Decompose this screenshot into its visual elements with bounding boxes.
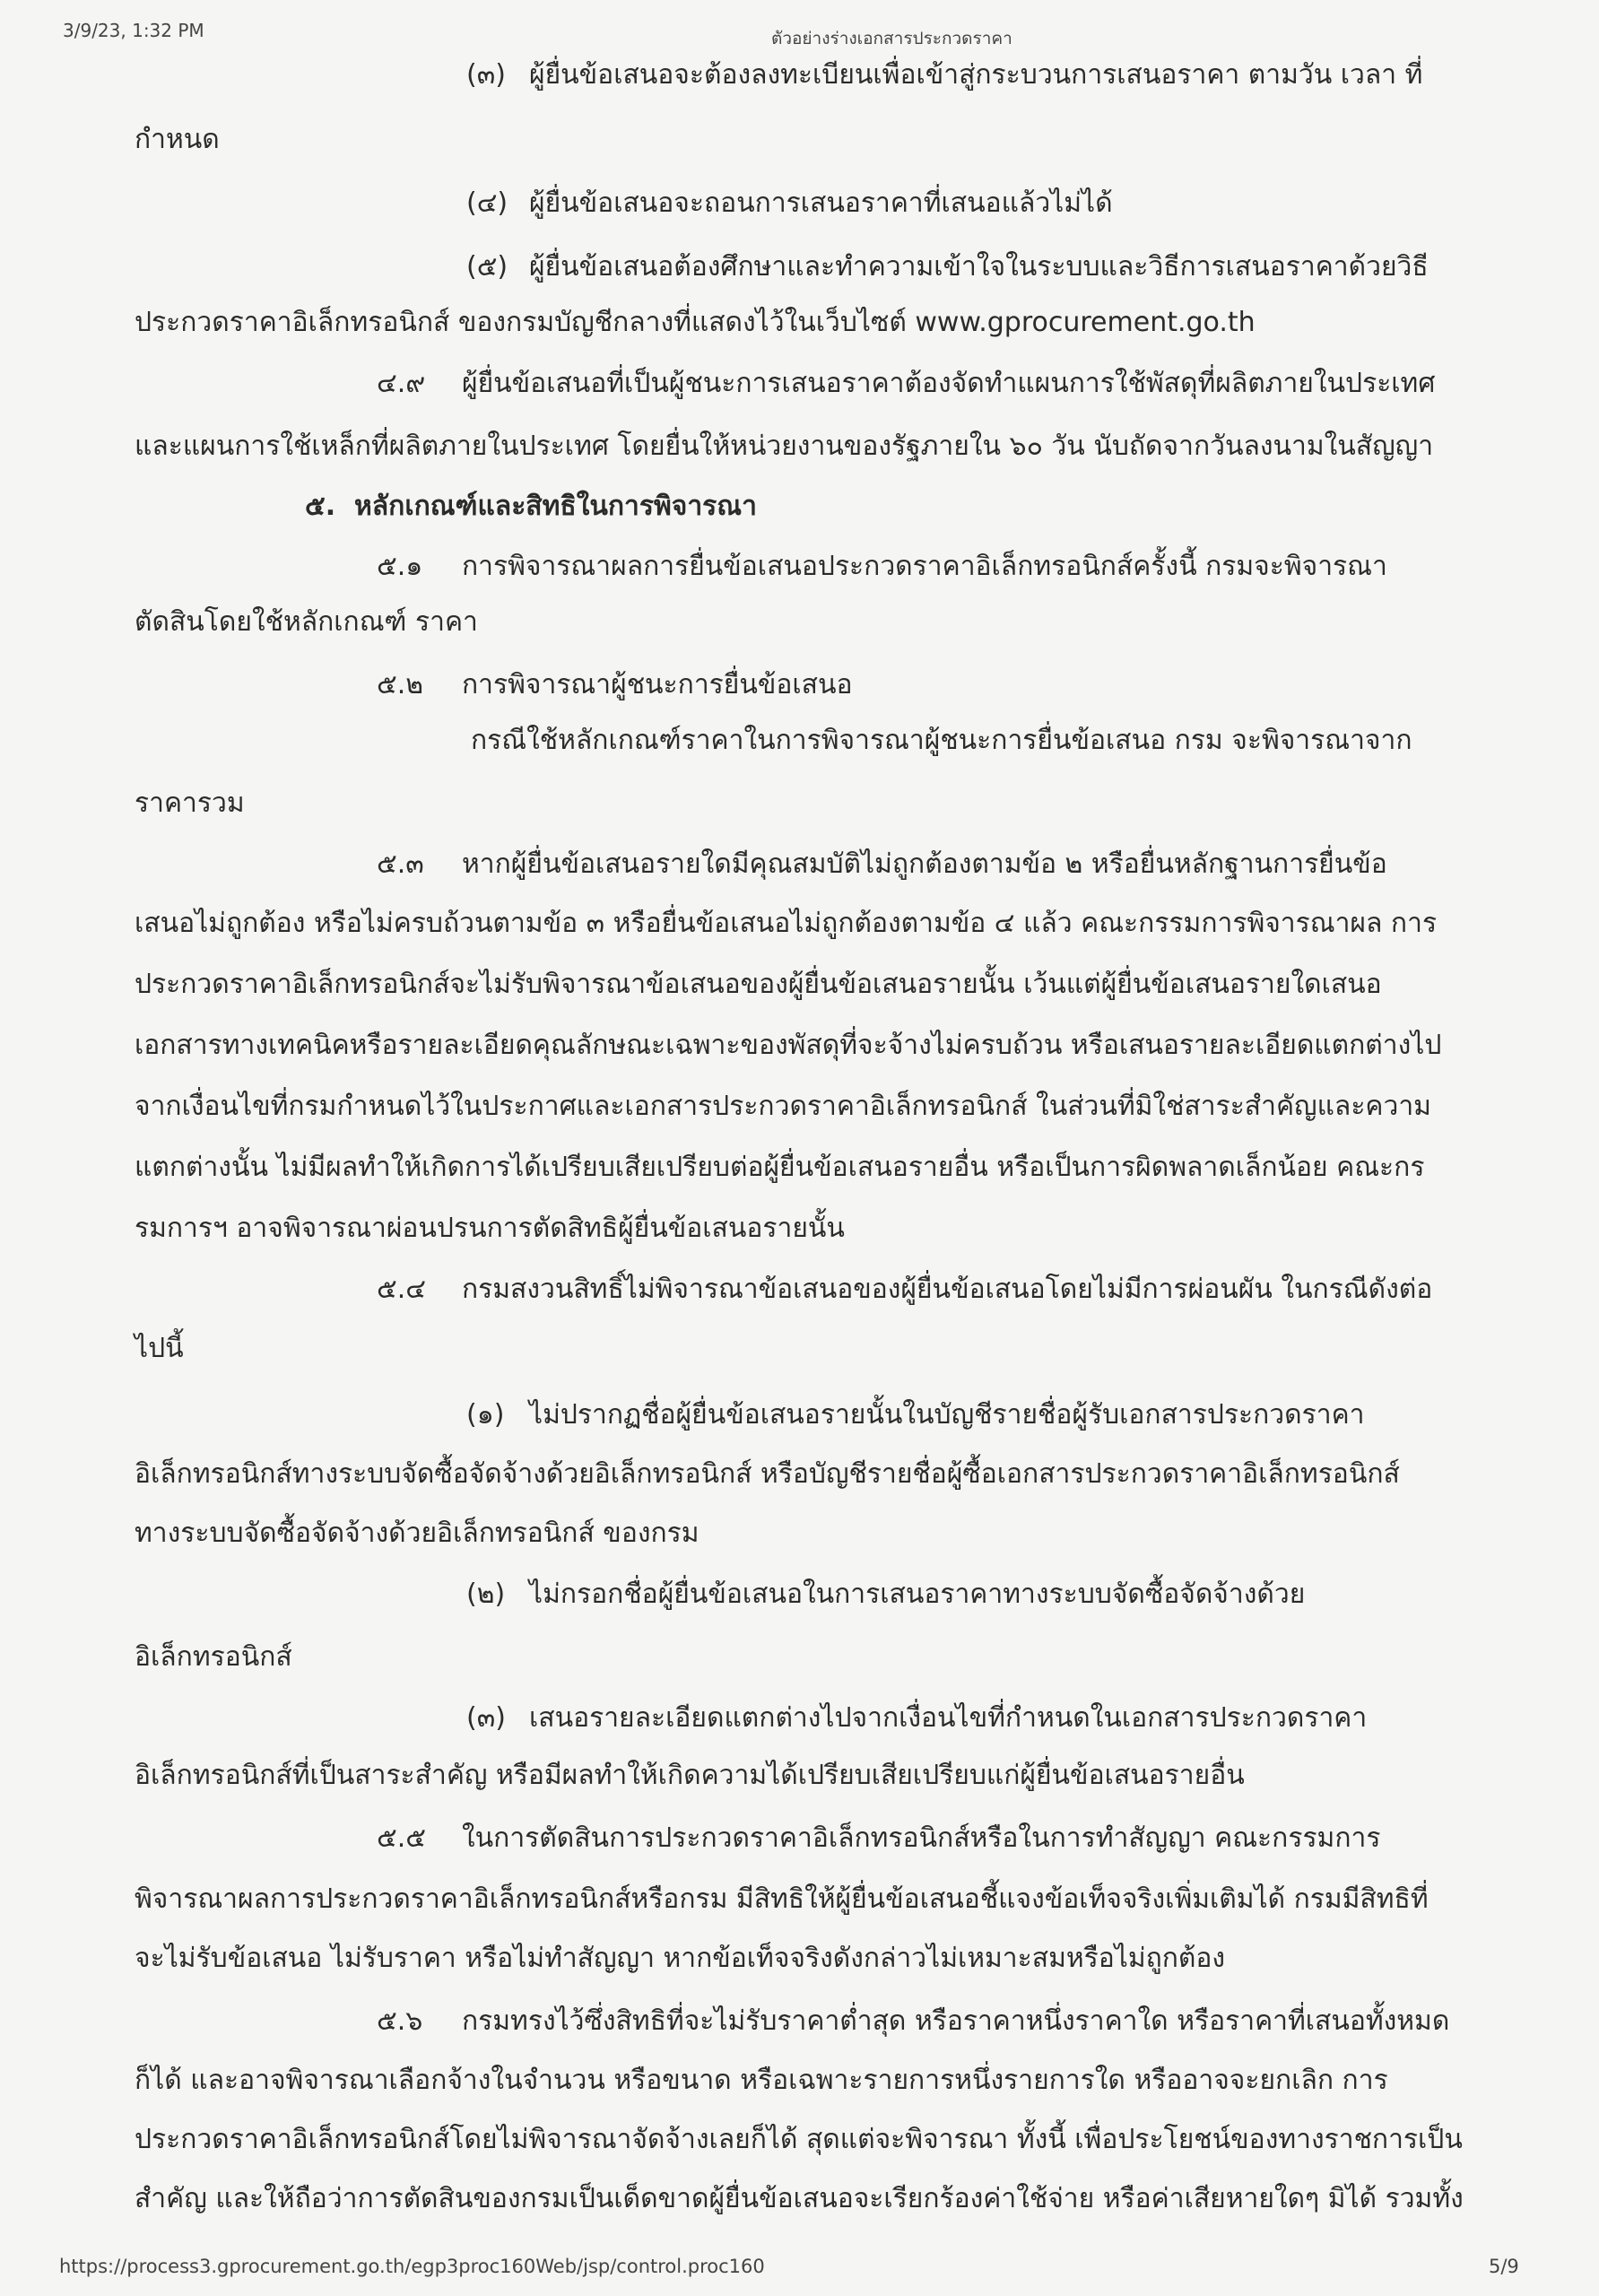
section-title: หลักเกณฑ์และสิทธิในการพิจารณา bbox=[354, 491, 757, 522]
paragraph-line: เอกสารทางเทคนิคหรือรายละเอียดคุณลักษณะเฉพาะของพัสดุที่จะจ้างไม่ครบถ้วน หรือเสนอรายละเอียดแตกต่างไป bbox=[135, 1030, 1442, 1061]
paragraph-line: ไปนี้ bbox=[135, 1333, 184, 1364]
item-text: ผู้ยื่นข้อเสนอจะถอนการเสนอราคาที่เสนอแล้วไม่ได้ bbox=[529, 187, 1113, 219]
page-header-title: ตัวอย่างร่างเอกสารประกวดราคา bbox=[771, 29, 1012, 48]
item-text: ผู้ยื่นข้อเสนอจะต้องลงทะเบียนเพื่อเข้าสู่กระบวนการเสนอราคา ตามวัน เวลา ที่ bbox=[529, 59, 1423, 91]
paragraph-line: จะไม่รับข้อเสนอ ไม่รับราคา หรือไม่ทำสัญญา หากข้อเท็จจริงดังกล่าวไม่เหมาะสมหรือไม่ถูกต้อง bbox=[135, 1943, 1226, 1974]
item-5-line bbox=[466, 249, 1429, 285]
clause-number: ๕.๓ bbox=[377, 848, 424, 880]
paragraph-line: ทางระบบจัดซื้อจัดจ้างด้วยอิเล็กทรอนิกส์ ของกรม bbox=[135, 1518, 700, 1549]
item-text: ผู้ยื่นข้อเสนอต้องศึกษาและทำความเข้าใจในระบบและวิธีการเสนอราคาด้วยวิธี bbox=[529, 251, 1429, 283]
paragraph-line: แตกต่างนั้น ไม่มีผลทำให้เกิดการได้เปรียบเสียเปรียบต่อผู้ยื่นข้อเสนอรายอื่น หรือเป็นการผิดพลาดเล็กน้อย คณะกร bbox=[135, 1152, 1425, 1183]
clause-text: หากผู้ยื่นข้อเสนอรายใดมีคุณสมบัติไม่ถูกต้องตามข้อ ๒ หรือยื่นหลักฐานการยื่นข้อ bbox=[462, 848, 1387, 880]
paragraph-line: กำหนด bbox=[135, 124, 220, 155]
page-number: 5/9 bbox=[1489, 2256, 1519, 2277]
paragraph-line: รมการฯ อาจพิจารณาผ่อนปรนการตัดสิทธิผู้ยื่นข้อเสนอรายนั้น bbox=[135, 1213, 845, 1244]
clause-number: ๕.๑ bbox=[377, 551, 423, 582]
section-5-heading bbox=[305, 489, 757, 525]
paragraph-line: อิเล็กทรอนิกส์ที่เป็นสาระสำคัญ หรือมีผลทำให้เกิดความได้เปรียบเสียเปรียบแก่ผู้ยื่นข้อเสนอรายอื่น bbox=[135, 1760, 1245, 1791]
item-text: ไม่ปรากฏชื่อผู้ยื่นข้อเสนอรายนั้นในบัญชีรายชื่อผู้รับเอกสารประกวดราคา bbox=[529, 1399, 1365, 1431]
paragraph-line: อิเล็กทรอนิกส์ bbox=[135, 1641, 292, 1673]
item-number: (๑) bbox=[466, 1399, 505, 1431]
section-number: ๕. bbox=[305, 491, 336, 522]
paragraph-line: ก็ได้ และอาจพิจารณาเลือกจ้างในจำนวน หรือขนาด หรือเฉพาะรายการหนึ่งรายการใด หรืออาจจะยกเลิก การ bbox=[135, 2065, 1388, 2096]
paragraph-line: ราคารวม bbox=[135, 787, 245, 819]
clause-4-9 bbox=[377, 366, 1435, 402]
paragraph-line: อิเล็กทรอนิกส์ทางระบบจัดซื้อจัดจ้างด้วยอิเล็กทรอนิกส์ หรือบัญชีรายชื่อผู้ซื้อเอกสารประกวดราคาอิเล็กทรอนิกส์ bbox=[135, 1458, 1400, 1490]
paragraph-line: จากเงื่อนไขที่กรมกำหนดไว้ในประกาศและเอกสารประกวดราคาอิเล็กทรอนิกส์ ในส่วนที่มิใช่สาระสำคัญและความ bbox=[135, 1091, 1431, 1122]
paragraph-line: ประกวดราคาอิเล็กทรอนิกส์จะไม่รับพิจารณาข้อเสนอของผู้ยื่นข้อเสนอรายนั้น เว้นแต่ผู้ยื่นข้อเสนอรายใดเสนอ bbox=[135, 969, 1382, 1000]
clause-5-6 bbox=[377, 2004, 1449, 2039]
clause-number: ๕.๕ bbox=[377, 1822, 426, 1854]
clause-5-5 bbox=[377, 1821, 1380, 1857]
item-1-line bbox=[466, 1397, 1365, 1433]
paragraph-line: สำคัญ และให้ถือว่าการตัดสินของกรมเป็นเด็ดขาดผู้ยื่นข้อเสนอจะเรียกร้องค่าใช้จ่าย หรือค่าเสียหายใดๆ มิได้ รวมทั้ง bbox=[135, 2183, 1464, 2214]
item-number: (๓) bbox=[466, 59, 506, 91]
clause-number: ๕.๖ bbox=[377, 2005, 423, 2037]
item-text: ไม่กรอกชื่อผู้ยื่นข้อเสนอในการเสนอราคาทางระบบจัดซื้อจัดจ้างด้วย bbox=[529, 1578, 1306, 1610]
paragraph-line: เสนอไม่ถูกต้อง หรือไม่ครบถ้วนตามข้อ ๓ หรือยื่นข้อเสนอไม่ถูกต้องตามข้อ ๔ แล้ว คณะกรรมการพิจารณาผล การ bbox=[135, 908, 1438, 939]
clause-text: กรมทรงไว้ซึ่งสิทธิที่จะไม่รับราคาต่ำสุด หรือราคาหนึ่งราคาใด หรือราคาที่เสนอทั้งหมด bbox=[462, 2005, 1450, 2037]
item-number: (๒) bbox=[466, 1578, 506, 1610]
clause-number: ๕.๒ bbox=[377, 669, 424, 700]
clause-5-1 bbox=[377, 549, 1387, 585]
clause-text: กรมสงวนสิทธิ์ไม่พิจารณาข้อเสนอของผู้ยื่นข้อเสนอโดยไม่มีการผ่อนผัน ในกรณีดังต่อ bbox=[462, 1274, 1433, 1305]
paragraph-line: ประกวดราคาอิเล็กทรอนิกส์ ของกรมบัญชีกลางที่แสดงไว้ในเว็บไซต์ www.gprocurement.go.th bbox=[135, 307, 1256, 338]
clause-number: ๕.๔ bbox=[377, 1274, 426, 1305]
clause-5-2 bbox=[377, 667, 853, 703]
footer-url: https://process3.gprocurement.go.th/egp3proc160Web/jsp/control.proc160 bbox=[59, 2256, 765, 2277]
item-2-line bbox=[466, 1577, 1305, 1613]
clause-5-3 bbox=[377, 847, 1387, 883]
clause-text: ในการตัดสินการประกวดราคาอิเล็กทรอนิกส์หรือในการทำสัญญา คณะกรรมการ bbox=[462, 1822, 1381, 1854]
print-timestamp: 3/9/23, 1:32 PM bbox=[63, 20, 204, 41]
paragraph-line: ตัดสินโดยใช้หลักเกณฑ์ ราคา bbox=[135, 606, 478, 638]
clause-text: การพิจารณาผู้ชนะการยื่นข้อเสนอ bbox=[462, 669, 853, 700]
item-4-line bbox=[466, 186, 1113, 222]
item-text: เสนอรายละเอียดแตกต่างไปจากเงื่อนไขที่กำหนดในเอกสารประกวดราคา bbox=[529, 1702, 1368, 1734]
clause-5-4 bbox=[377, 1272, 1432, 1308]
paragraph-line: กรณีใช้หลักเกณฑ์ราคาในการพิจารณาผู้ชนะการยื่นข้อเสนอ กรม จะพิจารณาจาก bbox=[471, 725, 1412, 756]
item-3b-line bbox=[466, 1700, 1367, 1736]
paragraph-line: และแผนการใช้เหล็กที่ผลิตภายในประเทศ โดยยื่นให้หน่วยงานของรัฐภายใน ๖๐ วัน นับถัดจากวันลงนามในสัญญา bbox=[135, 430, 1434, 462]
item-number: (๕) bbox=[466, 251, 508, 283]
clause-number: ๔.๙ bbox=[377, 368, 426, 399]
clause-text: ผู้ยื่นข้อเสนอที่เป็นผู้ชนะการเสนอราคาต้องจัดทำแผนการใช้พัสดุที่ผลิตภายในประเทศ bbox=[462, 368, 1436, 399]
paragraph-line: ประกวดราคาอิเล็กทรอนิกส์โดยไม่พิจารณาจัดจ้างเลยก็ได้ สุดแต่จะพิจารณา ทั้งนี้ เพื่อประโยชน์ของทางราชการเป็น bbox=[135, 2124, 1463, 2155]
item-3-line bbox=[466, 57, 1422, 93]
item-number: (๓) bbox=[466, 1702, 506, 1734]
item-number: (๔) bbox=[466, 187, 508, 219]
paragraph-line: พิจารณาผลการประกวดราคาอิเล็กทรอนิกส์หรือกรม มีสิทธิให้ผู้ยื่นข้อเสนอชี้แจงข้อเท็จจริงเพิ่มเติมได้ กรมมีสิทธิที่ bbox=[135, 1883, 1429, 1915]
clause-text: การพิจารณาผลการยื่นข้อเสนอประกวดราคาอิเล็กทรอนิกส์ครั้งนี้ กรมจะพิจารณา bbox=[462, 551, 1387, 582]
